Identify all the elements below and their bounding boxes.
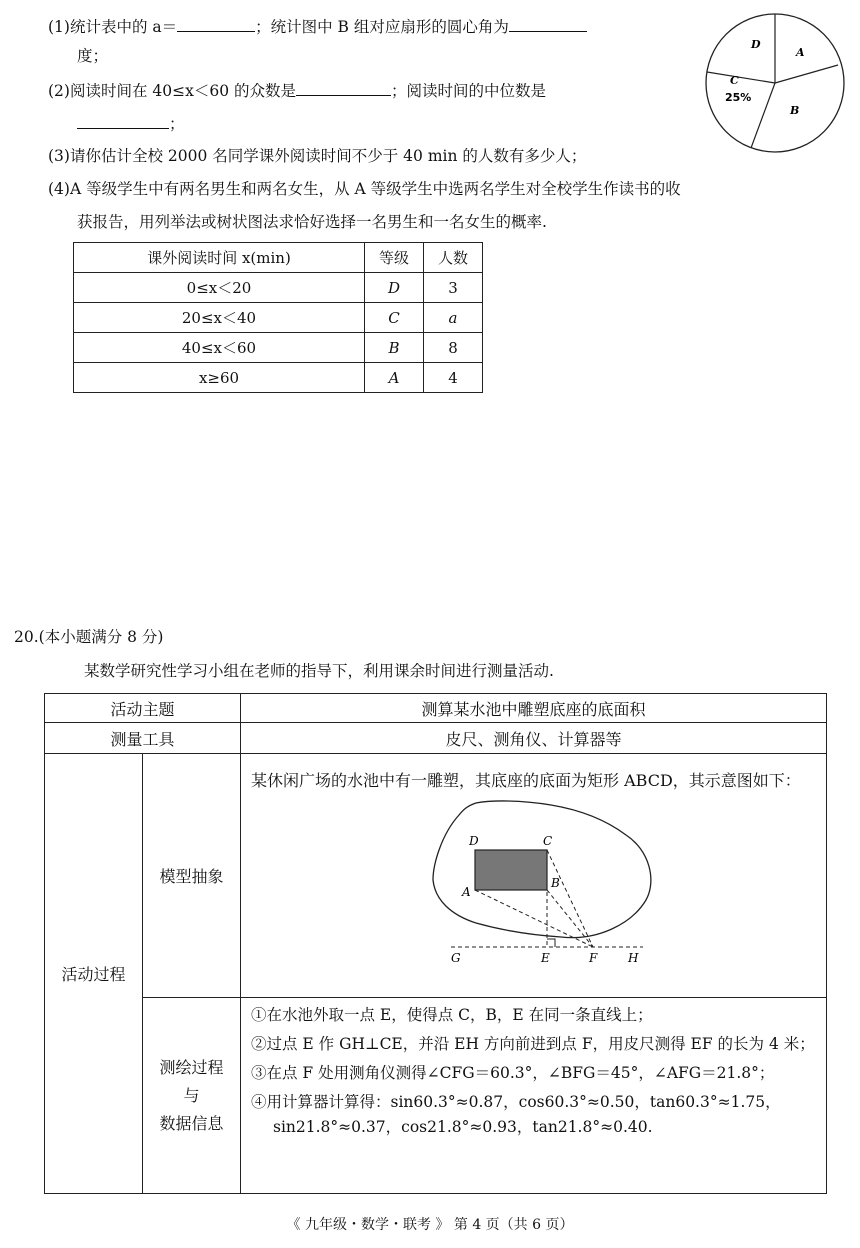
table-row [74, 273, 483, 303]
pond-diagram [421, 795, 661, 975]
pie-label-d: D [751, 38, 761, 51]
pie-percent-c: 25% [725, 91, 752, 104]
question-3: (3)请你估计全校 2000 名同学课外阅读时间不少于 40 min 的人数有多少人； [48, 147, 587, 165]
table-cell: 4 [424, 363, 483, 393]
point-label-h: H [628, 951, 639, 965]
table-cell: 20≤x＜40 [74, 303, 365, 333]
table-row [45, 694, 827, 723]
answer-blank [296, 79, 391, 96]
point-label-f: F [589, 951, 598, 965]
question-4-line2: 获报告，用列举法或树状图法求恰好选择一名男生和一名女生的概率. [77, 213, 547, 231]
answer-blank [177, 15, 255, 32]
step-2: ②过点 E 作 GH⊥CE，并沿 EH 方向前进到点 F，用皮尺测得 EF 的长为 4 米； [251, 1035, 815, 1053]
q2-text-c: ； [169, 115, 185, 133]
step-3: ③在点 F 处用测角仪测得∠CFG＝60.3°，∠BFG＝45°，∠AFG＝21.8°； [251, 1064, 775, 1082]
table-cell: C [365, 303, 424, 333]
table-header-row [74, 243, 483, 273]
question-2-cont [77, 112, 185, 135]
pie-label-b: B [790, 104, 800, 117]
measure-label [143, 998, 241, 1194]
table-cell: 8 [424, 333, 483, 363]
table-row [45, 754, 827, 998]
step-1: ①在水池外取一点 E，使得点 C，B，E 在同一条直线上； [251, 1006, 653, 1024]
table-row [74, 333, 483, 363]
question-2 [48, 79, 546, 102]
point-label-d: D [469, 834, 479, 848]
question-1-cont: 度； [77, 47, 109, 65]
step-4: ④用计算器计算得：sin60.3°≈0.87，cos60.3°≈0.50，tan60.3°≈1.75，sin21.8°≈0.37，cos21.8°≈0.93，tan21.8°≈0.40. [251, 1093, 781, 1136]
point-label-b: B [551, 876, 560, 890]
table-header: 课外阅读时间 x(min) [74, 243, 365, 273]
model-cell [241, 754, 827, 998]
measure-steps [241, 998, 827, 1194]
pie-label-a: A [796, 46, 805, 59]
table-cell: B [365, 333, 424, 363]
table-cell: x≥60 [74, 363, 365, 393]
q1-text-b: ；统计图中 B 组对应扇形的圆心角为 [255, 18, 509, 36]
answer-blank [509, 15, 587, 32]
table-row [45, 723, 827, 754]
tools-value: 皮尺、测角仪、计算器等 [241, 723, 827, 754]
point-label-a: A [462, 885, 471, 899]
topic-value: 测算某水池中雕塑底座的底面积 [241, 694, 827, 723]
table-row [74, 303, 483, 333]
answer-blank [77, 112, 169, 129]
q2-text-b: ；阅读时间的中位数是 [391, 82, 547, 100]
table-row [45, 998, 827, 1194]
measure-label-line: 数据信息 [159, 1113, 224, 1133]
table-header: 人数 [424, 243, 483, 273]
point-label-g: G [451, 951, 461, 965]
q2-text-a: (2)阅读时间在 40≤x＜60 的众数是 [48, 82, 296, 100]
frequency-table [73, 242, 483, 393]
pie-chart [700, 8, 850, 158]
line-bf [547, 890, 593, 947]
table-cell: 0≤x＜20 [74, 273, 365, 303]
tools-label: 测量工具 [45, 723, 241, 754]
topic-label: 活动主题 [45, 694, 241, 723]
line-af [475, 890, 593, 947]
right-angle-mark [547, 939, 555, 947]
table-cell: 3 [424, 273, 483, 303]
pie-divider [707, 72, 775, 83]
model-text: 某休闲广场的水池中有一雕塑，其底座的底面为矩形 ABCD，其示意图如下： [251, 771, 801, 790]
q1-text-a: (1)统计表中的 a＝ [48, 18, 178, 36]
question-1 [48, 15, 587, 38]
measure-label-line: 测绘过程 [159, 1057, 224, 1077]
table-cell: 40≤x＜60 [74, 333, 365, 363]
process-label: 活动过程 [45, 754, 143, 1194]
problem-20-intro: 某数学研究性学习小组在老师的指导下，利用课余时间进行测量活动. [84, 662, 554, 680]
question-4-line1: (4)A 等级学生中有两名男生和两名女生，从 A 等级学生中选两名学生对全校学生作读书的收 [48, 180, 681, 198]
problem-20-title: 20.(本小题满分 8 分) [14, 628, 164, 646]
pie-label-c: C [730, 74, 739, 87]
rectangle-abcd [475, 850, 547, 890]
pie-divider [751, 83, 775, 148]
table-cell: a [424, 303, 483, 333]
table-cell: D [365, 273, 424, 303]
point-label-e: E [541, 951, 550, 965]
table-row [74, 363, 483, 393]
model-label: 模型抽象 [143, 754, 241, 998]
measure-label-line: 与 [183, 1085, 200, 1105]
point-label-c: C [543, 834, 553, 848]
table-header: 等级 [365, 243, 424, 273]
activity-table [44, 693, 827, 1194]
page-footer: 《 九年级・数学・联考 》 第 4 页（共 6 页） [286, 1217, 574, 1233]
table-cell: A [365, 363, 424, 393]
pie-divider [775, 65, 838, 83]
